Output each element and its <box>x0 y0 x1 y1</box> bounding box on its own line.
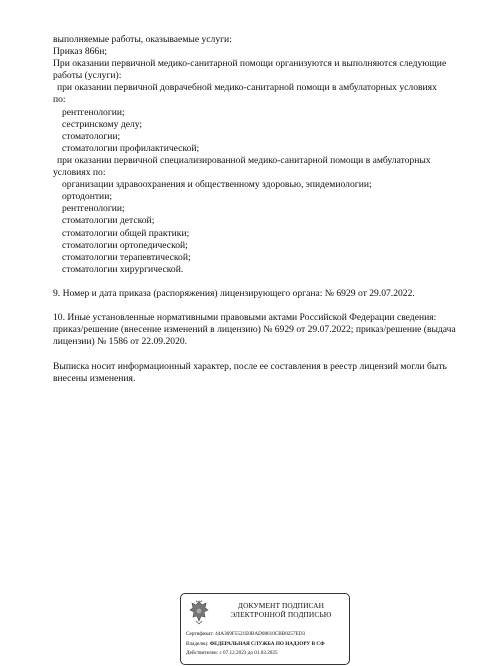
list-item: стоматологии хирургической. <box>62 263 184 275</box>
item-10-line: 10. Иные установленные нормативными правовыми актами Российской Федерации сведения: <box>53 312 437 324</box>
item-10-line: лицензии) № 1586 от 22.09.2020. <box>53 336 188 348</box>
stamp-details <box>186 630 350 659</box>
note-line: внесены изменения. <box>53 372 136 384</box>
item-9-order: 9. Номер и дата приказа (распоряжения) лицензирующего органа: № 6929 от 29.07.2022. <box>53 287 415 299</box>
text-line: при оказании первичной доврачебной медико-санитарной помощи в амбулаторных условиях <box>57 82 437 94</box>
text-line: выполняемые работы, оказываемые услуги: <box>53 34 232 45</box>
note-line: Выписка носит информационный характер, после ее составления в реестр лицензий могли быть <box>53 360 447 372</box>
text-line: При оказании первичной медико-санитарной помощи организуются и выполняются следующие <box>53 58 447 70</box>
list-item: стоматологии общей практики; <box>62 227 190 239</box>
list-item: стоматологии терапевтической; <box>62 251 191 263</box>
validity-row: Действителен: с 07.12.2023 до 01.03.2025 <box>186 650 278 656</box>
list-item: стоматологии детской; <box>62 215 155 227</box>
document-body <box>53 34 473 385</box>
item-10-line: приказ/решение (внесение изменений в лицензию) № 6929 от 29.07.2022; приказ/решение (выдача <box>53 324 456 336</box>
list-item: ортодонтии; <box>62 191 112 203</box>
text-line: условиях по: <box>53 167 106 179</box>
list-item: рентгенологии; <box>62 203 125 215</box>
list-item: стоматологии профилактической; <box>62 142 200 154</box>
electronic-signature-stamp <box>180 593 350 665</box>
text-line: при оказании первичной специализированной медико-санитарной помощи в амбулаторных <box>57 154 431 166</box>
text-line: Приказ 866н; <box>53 46 108 58</box>
list-item: сестринскому делу; <box>62 118 143 130</box>
text-line: работы (услуги): <box>53 70 122 82</box>
coat-of-arms-icon <box>188 599 210 625</box>
certificate-row: Сертификат: 44A369F5521E0BAD08610CBB8257ED3 <box>186 631 306 637</box>
list-item: рентгенологии; <box>62 106 125 118</box>
text-line: по: <box>53 94 66 106</box>
list-item: организации здравоохранения и общественному здоровью, эпидемиологии; <box>62 179 372 191</box>
owner-row: Владелец: ФЕДЕРАЛЬНАЯ СЛУЖБА ПО НАДЗОРУ В СФ <box>186 640 325 647</box>
list-item: стоматологии ортопедической; <box>62 239 188 251</box>
stamp-title: ДОКУМЕНТ ПОДПИСАН ЭЛЕКТРОННОЙ ПОДПИСЬЮ <box>230 601 332 619</box>
list-item: стоматологии; <box>62 130 121 142</box>
